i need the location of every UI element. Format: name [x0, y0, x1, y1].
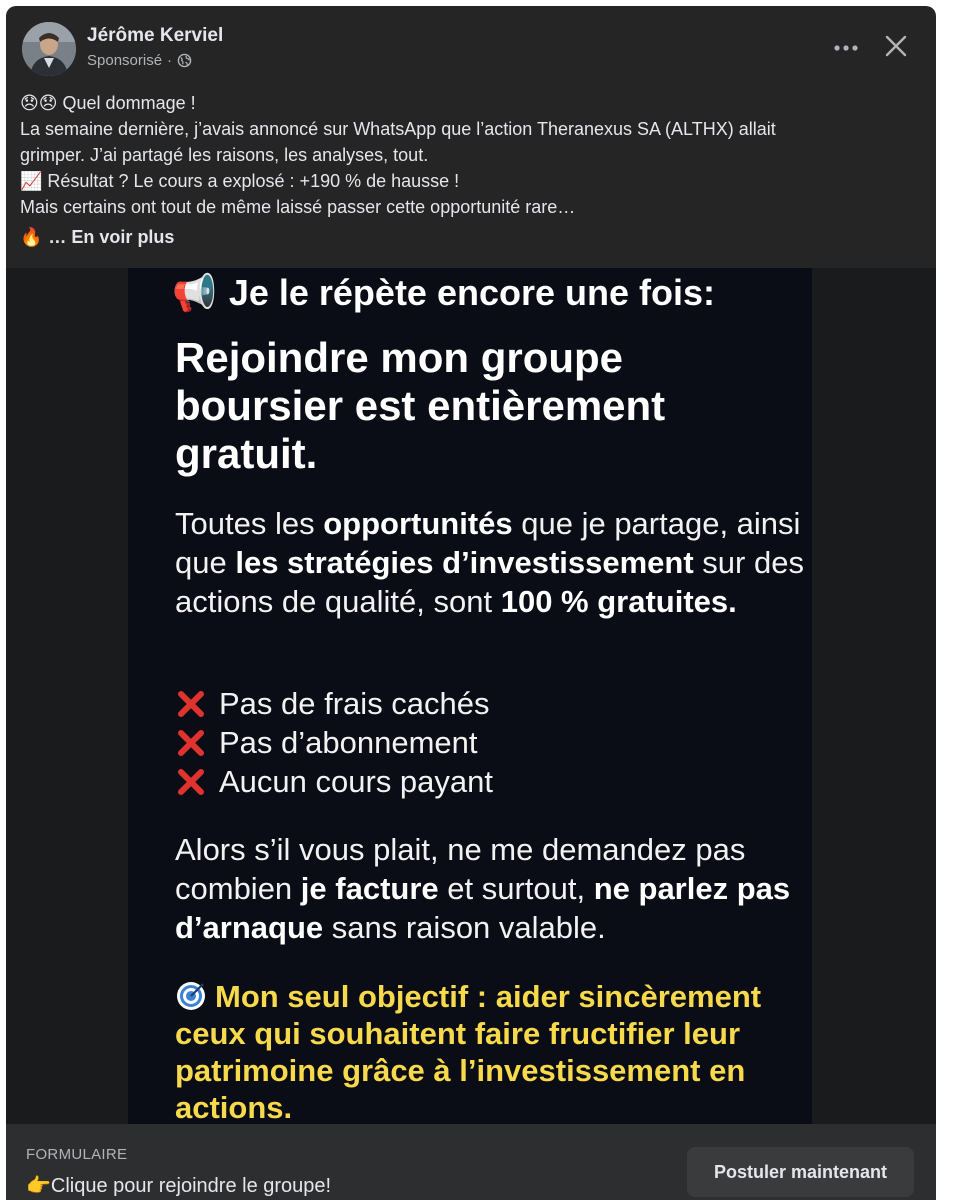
megaphone-icon: 📢 — [172, 272, 217, 313]
red-x-icon — [175, 766, 207, 798]
post-image[interactable] — [128, 268, 812, 1124]
body-text: sur des actions de qualité, sont — [175, 545, 804, 619]
more-dots-icon — [834, 45, 858, 51]
body-bold: je facture — [300, 871, 439, 906]
list-item-text: Pas d’abonnement — [219, 725, 478, 760]
body-text: et surtout, — [438, 871, 594, 906]
list-item-text: Aucun cours payant — [219, 764, 494, 799]
image-headline — [172, 272, 715, 314]
list-item — [175, 762, 493, 801]
image-request-paragraph — [175, 830, 805, 947]
body-text: Toutes les — [175, 506, 324, 541]
body-bold: 100 % gratuites. — [500, 584, 737, 619]
post-text-line: 📈 Résultat ? Le cours a explosé : +190 % de hausse ! — [20, 171, 460, 191]
sponsored-post-card — [6, 6, 936, 1200]
author-name[interactable]: Jérôme Kerviel — [87, 25, 224, 46]
list-item — [175, 723, 493, 762]
sponsored-label[interactable]: Sponsorisé — [87, 52, 163, 69]
footer-cta-text[interactable]: 👉Clique pour rejoindre le groupe! — [26, 1175, 332, 1197]
cta-footer — [6, 1124, 936, 1200]
post-text — [20, 90, 920, 220]
close-icon — [885, 35, 907, 57]
list-item — [175, 684, 493, 723]
footer-label: FORMULAIRE — [26, 1146, 128, 1163]
body-text: que je partage, ainsi que — [175, 506, 801, 580]
goal-text: Mon seul objectif : aider sincèrement ceux qui souhaitent faire fructifier leur patrimoine grâce à l’investissement en actions. — [175, 979, 762, 1124]
body-text: Alors s’il vous plait, ne me demandez pas combien — [175, 832, 746, 906]
post-text-line: La semaine dernière, j’avais annoncé sur WhatsApp que l’action Theranexus SA (ALTHX) allait — [20, 119, 776, 139]
more-options-button[interactable] — [830, 32, 862, 64]
post-text-line: 😞😞 Quel dommage ! — [20, 93, 196, 113]
image-no-fees-list — [175, 684, 493, 801]
post-text-line: Mais certains ont tout de même laissé passer cette opportunité rare… — [20, 197, 576, 217]
body-bold: ne parlez pas d’arnaque — [175, 871, 791, 945]
meta-separator: · — [167, 52, 173, 69]
author-avatar[interactable] — [22, 22, 76, 76]
close-button[interactable] — [878, 28, 914, 64]
image-title: Rejoindre mon groupe boursier est entièrement gratuit. — [175, 334, 666, 477]
image-body-paragraph — [175, 504, 805, 621]
image-goal-statement — [175, 978, 812, 1124]
post-meta — [87, 52, 192, 69]
red-x-icon — [175, 727, 207, 759]
fire-icon: 🔥 — [20, 227, 43, 247]
globe-icon — [177, 53, 192, 68]
see-more-row — [20, 227, 174, 248]
body-text: sans raison valable. — [323, 910, 606, 945]
image-headline-text: Je le répète encore une fois: — [228, 272, 716, 313]
red-x-icon — [175, 688, 207, 720]
body-bold: les stratégies d’investissement — [235, 545, 694, 580]
list-item-text: Pas de frais cachés — [219, 686, 490, 721]
target-icon — [175, 980, 207, 1012]
see-more-link[interactable]: … En voir plus — [48, 227, 175, 247]
post-text-line: grimper. J’ai partagé les raisons, les analyses, tout. — [20, 145, 429, 165]
apply-now-button[interactable]: Postuler maintenant — [687, 1147, 914, 1197]
body-bold: opportunités — [323, 506, 513, 541]
